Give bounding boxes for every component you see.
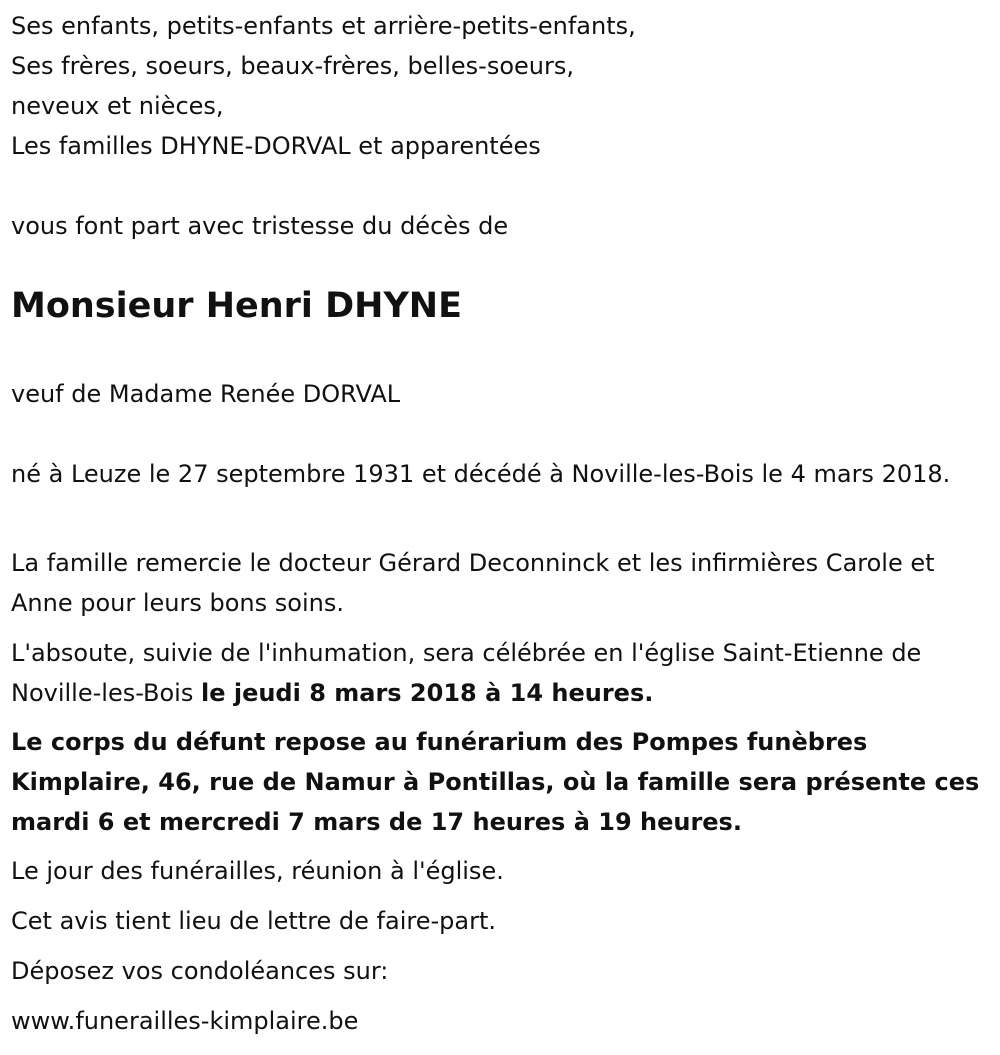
family-line-nephews: neveux et nièces, xyxy=(11,92,224,120)
ceremony-date: le jeudi 8 mars 2018 à 14 heures. xyxy=(200,679,654,707)
widower-of: veuf de Madame Renée DORVAL xyxy=(11,380,401,408)
meeting-info: Le jour des funérailles, réunion à l'église. xyxy=(11,857,504,885)
notice-info: Cet avis tient lieu de lettre de faire-part. xyxy=(11,907,496,935)
thanks-paragraph: La famille remercie le docteur Gérard Deconninck et les infirmières Carole et Anne pour leurs bons soins. xyxy=(11,549,935,617)
announcement-text: vous font part avec tristesse du décès de xyxy=(11,212,509,240)
ceremony-text: L'absoute, suivie de l'inhumation, sera célébrée en l'église Saint-Etienne de Noville-les-Bois xyxy=(11,639,922,707)
family-line-families: Les familles DHYNE-DORVAL et apparentées xyxy=(11,132,541,160)
deceased-name: Monsieur Henri DHYNE xyxy=(11,286,463,326)
viewing-paragraph: Le corps du défunt repose au funérarium des Pompes funèbres Kimplaire, 46, rue de Namur à Pontillas, où la famille sera présente ces mardi 6 et mercredi 7 mars de 17 heures à 19 heures. xyxy=(11,728,980,836)
family-line-children: Ses enfants, petits-enfants et arrière-petits-enfants, xyxy=(11,12,636,40)
ceremony-paragraph xyxy=(11,633,986,713)
condolences-label: Déposez vos condoléances sur: xyxy=(11,957,389,985)
family-list xyxy=(11,6,636,166)
family-line-siblings: Ses frères, soeurs, beaux-frères, belles-soeurs, xyxy=(11,52,574,80)
birth-death-info: né à Leuze le 27 septembre 1931 et décédé à Noville-les-Bois le 4 mars 2018. xyxy=(11,460,951,488)
website-link[interactable]: www.funerailles-kimplaire.be xyxy=(11,1007,359,1035)
